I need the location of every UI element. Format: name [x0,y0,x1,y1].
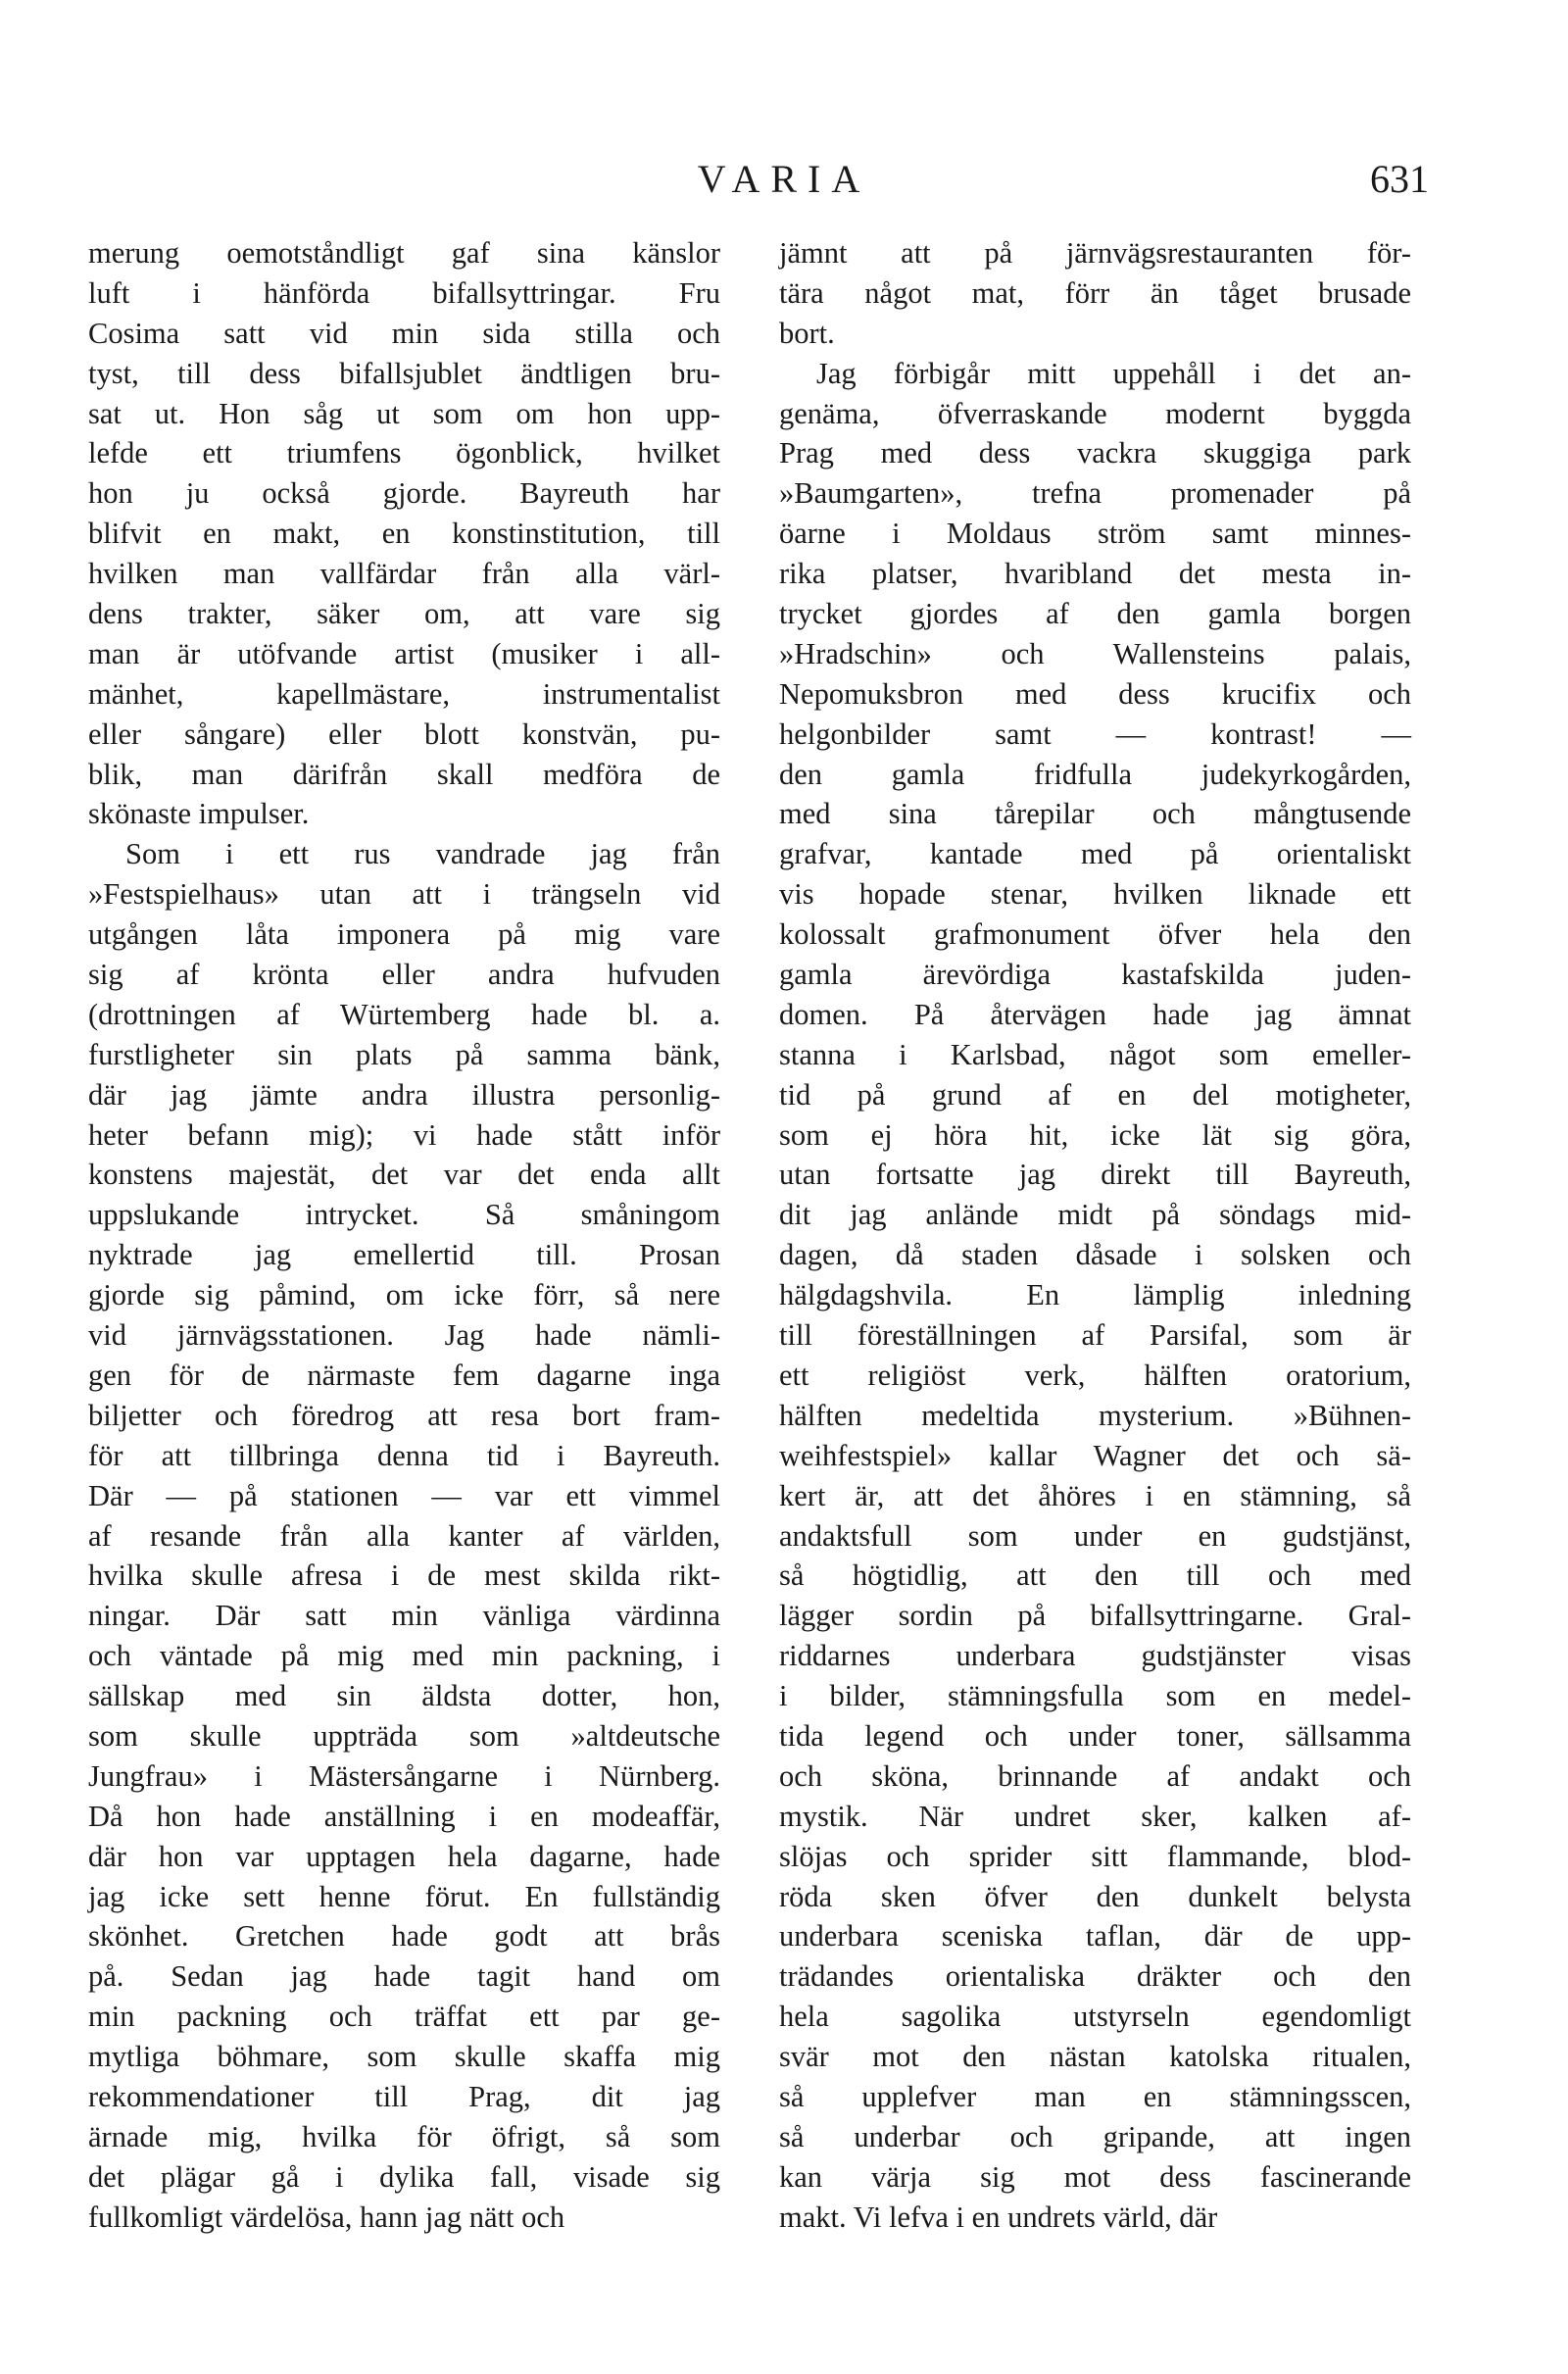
running-title: VARIA [697,157,871,201]
text-line: som ej höra hit, icke lät sig göra, [779,1117,1411,1152]
text-line: »Baumgarten», trefna promenader på [779,476,1411,511]
text-line: mänhet, kapellmästare, instrumentalist [88,676,720,711]
text-line: vis hopade stenar, hvilken liknade ett [779,877,1411,912]
text-line: hälgdagshvila. En lämplig inledning [779,1278,1411,1312]
text-line: eller sångare) eller blott konstvän, pu- [88,717,720,751]
text-line: riddarnes underbara gudstjänster visas [779,1639,1411,1673]
text-line: luft i hänförda bifallsyttringar. Fru [88,275,720,310]
right-column [779,233,1411,2238]
text-line: nyktrade jag emellertid till. Prosan [88,1238,720,1272]
text-line: ärnade mig, hvilka för öfrigt, så som [88,2119,720,2153]
text-line: hälften medeltida mysterium. »Bühnen- [779,1398,1411,1432]
text-line: rekommendationer till Prag, dit jag [88,2079,720,2113]
text-line: tid på grund af en del motigheter, [779,1077,1411,1112]
text-line: dens trakter, säker om, att vare sig [88,597,720,631]
text-line: jämnt att på järnvägsrestauranten för- [779,236,1411,270]
text-line: tära något mat, förr än tåget brusade [779,275,1411,310]
text-line: den gamla fridfulla judekyrkogården, [779,757,1411,791]
text-line: hvilka skulle afresa i de mest skilda rikt- [88,1558,720,1593]
text-line: trädandes orientaliska dräkter och den [779,1959,1411,1994]
text-line: utgången låta imponera på mig vare [88,917,720,952]
text-line: domen. På återvägen hade jag ämnat [779,997,1411,1031]
text-line: kan värja sig mot dess fascinerande [779,2159,1411,2194]
text-line: skönhet. Gretchen hade godt att brås [88,1919,720,1954]
text-line: så högtidlig, att den till och med [779,1558,1411,1593]
text-line: för att tillbringa denna tid i Bayreuth. [88,1438,720,1472]
text-line: där hon var upptagen hela dagarne, hade [88,1839,720,1873]
text-line: sällskap med sin äldsta dotter, hon, [88,1679,720,1713]
text-line: tida legend och under toner, sällsamma [779,1718,1411,1753]
text-line: där jag jämte andra illustra personlig- [88,1077,720,1112]
text-line: med sina tårepilar och mångtusende [779,797,1411,831]
text-line: helgonbilder samt — kontrast! — [779,717,1411,751]
text-line: lägger sordin på bifallsyttringarne. Gral- [779,1599,1411,1633]
text-line: fullkomligt värdelösa, hann jag nätt och [88,2200,565,2234]
text-line: ett religiöst verk, hälften oratorium, [779,1358,1411,1392]
text-line: underbara sceniska taflan, där de upp- [779,1919,1411,1954]
text-line: uppslukande intrycket. Så småningom [88,1198,720,1232]
text-line: så upplefver man en stämningsscen, [779,2079,1411,2113]
text-line: blifvit en makt, en konstinstitution, till [88,517,720,551]
text-line: mystik. När undret sker, kalken af- [779,1799,1411,1833]
text-line: kolossalt grafmonument öfver hela den [779,917,1411,952]
text-line: grafvar, kantade med på orientaliskt [779,837,1411,871]
text-line: ningar. Där satt min vänliga värdinna [88,1599,720,1633]
text-line: utan fortsatte jag direkt till Bayreuth, [779,1158,1411,1192]
text-line: Jag förbigår mitt uppehåll i det an- [816,356,1411,390]
text-line: man är utöfvande artist (musiker i all- [88,636,720,670]
text-line: Jungfrau» i Mästersångarne i Nürnberg. [88,1758,720,1793]
text-line: som skulle uppträda som »altdeutsche [88,1718,720,1753]
text-line: till föreställningen af Parsifal, som är [779,1318,1411,1353]
text-line: heter befann mig); vi hade stått inför [88,1117,720,1152]
text-line: Nepomuksbron med dess krucifix och [779,676,1411,711]
text-line: i bilder, stämningsfulla som en medel- [779,1679,1411,1713]
text-line: skönaste impulser. [88,797,310,831]
text-line: slöjas och sprider sitt flammande, blod- [779,1839,1411,1873]
text-line: min packning och träffat ett par ge- [88,2000,720,2034]
text-line: hvilken man vallfärdar från alla värl- [88,557,720,591]
text-line: rika platser, hvaribland det mesta in- [779,557,1411,591]
text-line: af resande från alla kanter af världen, [88,1518,720,1553]
text-line: makt. Vi lefva i en undrets värld, där [779,2200,1218,2234]
text-line: Prag med dess vackra skuggiga park [779,436,1411,470]
text-line: merung oemotståndligt gaf sina känslor [88,236,720,270]
text-line: Där — på stationen — var ett vimmel [88,1478,720,1512]
text-line: gamla ärevördiga kastafskilda juden- [779,958,1411,992]
text-line: det plägar gå i dylika fall, visade sig [88,2159,720,2194]
page-header [0,155,1568,204]
text-line: (drottningen af Würtemberg hade bl. a. [88,997,720,1031]
text-line: trycket gjordes af den gamla borgen [779,597,1411,631]
page-number: 631 [1370,157,1429,201]
text-line: svär mot den nästan katolska ritualen, [779,2040,1411,2074]
text-line: hela sagolika utstyrseln egendomligt [779,2000,1411,2034]
text-line: på. Sedan jag hade tagit hand om [88,1959,720,1994]
text-line: »Hradschin» och Wallensteins palais, [779,636,1411,670]
text-line: »Festspielhaus» utan att i trängseln vid [88,877,720,912]
text-line: tyst, till dess bifallsjublet ändtligen bru- [88,356,720,390]
text-line: lefde ett triumfens ögonblick, hvilket [88,436,720,470]
text-line: konstens majestät, det var det enda allt [88,1158,720,1192]
text-line: genäma, öfverraskande modernt byggda [779,396,1411,430]
text-line: öarne i Moldaus ström samt minnes- [779,517,1411,551]
text-line: Då hon hade anställning i en modeaffär, [88,1799,720,1833]
text-line: blik, man därifrån skall medföra de [88,757,720,791]
text-line: weihfestspiel» kallar Wagner det och sä- [779,1438,1411,1472]
text-line: dit jag anlände midt på söndags mid- [779,1198,1411,1232]
text-line: hon ju också gjorde. Bayreuth har [88,476,720,511]
text-line: och väntade på mig med min packning, i [88,1639,720,1673]
text-line: sat ut. Hon såg ut som om hon upp- [88,396,720,430]
text-line: bort. [779,316,835,350]
text-line: vid järnvägsstationen. Jag hade nämli- [88,1318,720,1353]
text-line: och sköna, brinnande af andakt och [779,1758,1411,1793]
text-line: Som i ett rus vandrade jag från [125,837,720,871]
text-line: gen för de närmaste fem dagarne inga [88,1358,720,1392]
text-line: så underbar och gripande, att ingen [779,2119,1411,2153]
text-line: andaktsfull som under en gudstjänst, [779,1518,1411,1553]
text-line: stanna i Karlsbad, något som emeller- [779,1037,1411,1071]
text-line: gjorde sig påmind, om icke förr, så nere [88,1278,720,1312]
text-line: biljetter och föredrog att resa bort fram- [88,1398,720,1432]
text-line: furstligheter sin plats på samma bänk, [88,1037,720,1071]
text-line: mytliga böhmare, som skulle skaffa mig [88,2040,720,2074]
text-line: dagen, då staden dåsade i solsken och [779,1238,1411,1272]
left-column [88,233,720,2238]
text-line: Cosima satt vid min sida stilla och [88,316,720,350]
text-line: sig af krönta eller andra hufvuden [88,958,720,992]
text-line: kert är, att det åhöres i en stämning, så [779,1478,1411,1512]
text-line: jag icke sett henne förut. En fullständig [88,1879,720,1913]
text-line: röda sken öfver den dunkelt belysta [779,1879,1411,1913]
